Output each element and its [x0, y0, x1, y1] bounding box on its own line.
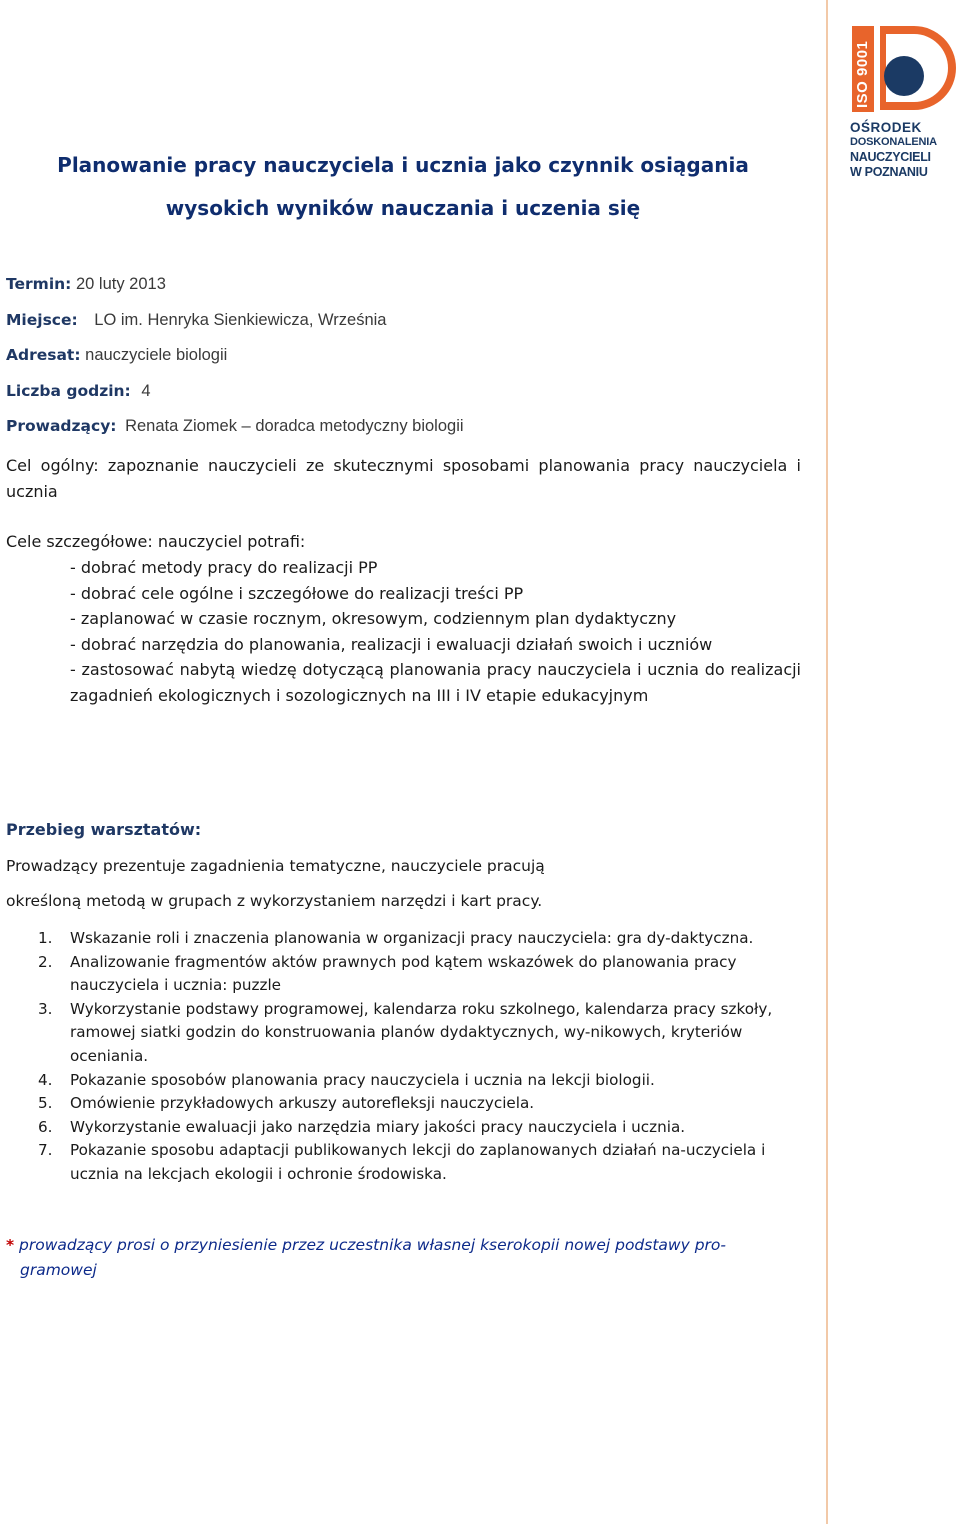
termin-value: 20 luty 2013: [75, 275, 166, 293]
logo-wordmark: [850, 120, 960, 180]
workshop-step: [0, 927, 786, 951]
step-number: 2.: [38, 952, 53, 971]
miejsce-label: Miejsce:: [6, 311, 78, 329]
note-asterisk: *: [6, 1236, 15, 1254]
step-number: 3.: [38, 999, 53, 1018]
step-number: 7.: [38, 1141, 53, 1160]
workshop-step: [0, 1116, 786, 1140]
workshop-step: [0, 1139, 786, 1186]
goal-item: - dobrać narzędzia do planowania, realizacji i ewaluacji działań swoich i uczniów: [70, 634, 713, 654]
miejsce-value: LO im. Henryka Sienkiewicza, Września: [94, 311, 387, 329]
workshop-intro-2: określoną metodą w grupach z wykorzystaniem narzędzi i kart pracy.: [6, 892, 543, 910]
step-number: 4.: [38, 1070, 53, 1089]
logo-line-4: W POZNANIU: [850, 165, 928, 179]
workshop-step: [0, 998, 786, 1069]
goals-heading: Cele szczegółowe: nauczyciel potrafi:: [6, 532, 306, 551]
page-title-line-2: wysokich wyników nauczania i uczenia się: [165, 196, 641, 220]
logo-line-2: DOSKONALENIA: [850, 136, 937, 148]
step-number: 5.: [38, 1094, 53, 1113]
step-text: Wykorzystanie ewaluacji jako narzędzia miary jakości pracy nauczyciela i ucznia.: [70, 1117, 686, 1136]
meta-godziny: [6, 382, 151, 401]
logo-line-1: OŚRODEK: [850, 120, 922, 135]
adresat-label: Adresat:: [6, 346, 81, 364]
godziny-label: Liczba godzin:: [6, 382, 131, 400]
step-text: Omówienie przykładowych arkuszy autorefleksji nauczyciela.: [70, 1094, 535, 1113]
step-text: Pokazanie sposobów planowania pracy nauczyciela i ucznia na lekcji biologii.: [70, 1070, 655, 1089]
step-number: 6.: [38, 1117, 53, 1136]
step-text: Pokazanie sposobu adaptacji publikowanych lekcji do zaplanowanych działań na-uczyciela i ucznia na lekcjach ekologii i ochronie środowiska.: [70, 1141, 766, 1183]
meta-adresat: [6, 346, 227, 365]
logo-line-3: NAUCZYCIELI: [850, 150, 931, 164]
goals-list: [70, 555, 801, 709]
workshop-intro-1: Prowadzący prezentuje zagadnienia tematyczne, nauczyciele pracują: [6, 857, 545, 875]
prowadzacy-label: Prowadzący:: [6, 417, 117, 435]
godziny-value: 4: [141, 382, 151, 400]
step-text: Wskazanie roli i znaczenia planowania w organizacji pracy nauczyciela: gra dy-daktyczna.: [70, 929, 754, 947]
workshop-step: [0, 951, 786, 998]
prowadzacy-value: Renata Ziomek – doradca metodyczny biologii: [125, 417, 464, 435]
goal-item: - zastosować nabytą wiedzę dotyczącą planowania pracy nauczyciela i ucznia do realizacji zagadnień ekologicznych i sozologicznych na III i IV etapie edukacyjnym: [70, 660, 801, 705]
step-text: Analizowanie fragmentów aktów prawnych pod kątem wskazówek do planowania pracy nauczyciela i ucznia: puzzle: [70, 952, 737, 995]
goal-item: - zaplanować w czasie rocznym, okresowym, codziennym plan dydaktyczny: [70, 609, 677, 629]
workshop-step: [0, 1069, 786, 1093]
participant-note: [6, 1233, 796, 1282]
iso-label: ISO 9001: [854, 40, 871, 108]
odn-logo: [846, 18, 958, 188]
workshop-steps: [0, 927, 800, 1187]
meta-termin: [6, 275, 166, 294]
workshop-heading: Przebieg warsztatów:: [6, 820, 202, 839]
termin-label: Termin:: [6, 275, 72, 293]
step-text: Wykorzystanie podstawy programowej, kalendarza roku szkolnego, kalendarza pracy szkoły, ramowej siatki godzin do konstruowania planów dydaktycznych, wy-nikowych, kryteriów oceniania.: [70, 999, 773, 1065]
meta-miejsce: [6, 311, 387, 330]
goal-general: Cel ogólny: zapoznanie nauczycieli ze skutecznymi sposobami planowania pracy nauczyciela i ucznia: [6, 456, 801, 501]
note-text-2: gramowej: [20, 1260, 97, 1279]
step-number: 1.: [38, 929, 53, 947]
goal-item: - dobrać metody pracy do realizacji PP: [70, 558, 378, 577]
iso-emblem-icon: [846, 18, 958, 118]
note-text-1: prowadzący prosi o przyniesienie przez uczestnika własnej kserokopii nowej podstawy pro-: [19, 1236, 726, 1254]
page-title-line-1: Planowanie pracy nauczyciela i ucznia jako czynnik osiągania: [57, 153, 749, 177]
goal-item: - dobrać cele ogólne i szczegółowe do realizacji treści PP: [70, 583, 524, 603]
margin-rule: [826, 0, 828, 1524]
adresat-value: nauczyciele biologii: [85, 346, 228, 364]
workshop-step: [0, 1092, 786, 1116]
meta-prowadzacy: [6, 417, 464, 436]
